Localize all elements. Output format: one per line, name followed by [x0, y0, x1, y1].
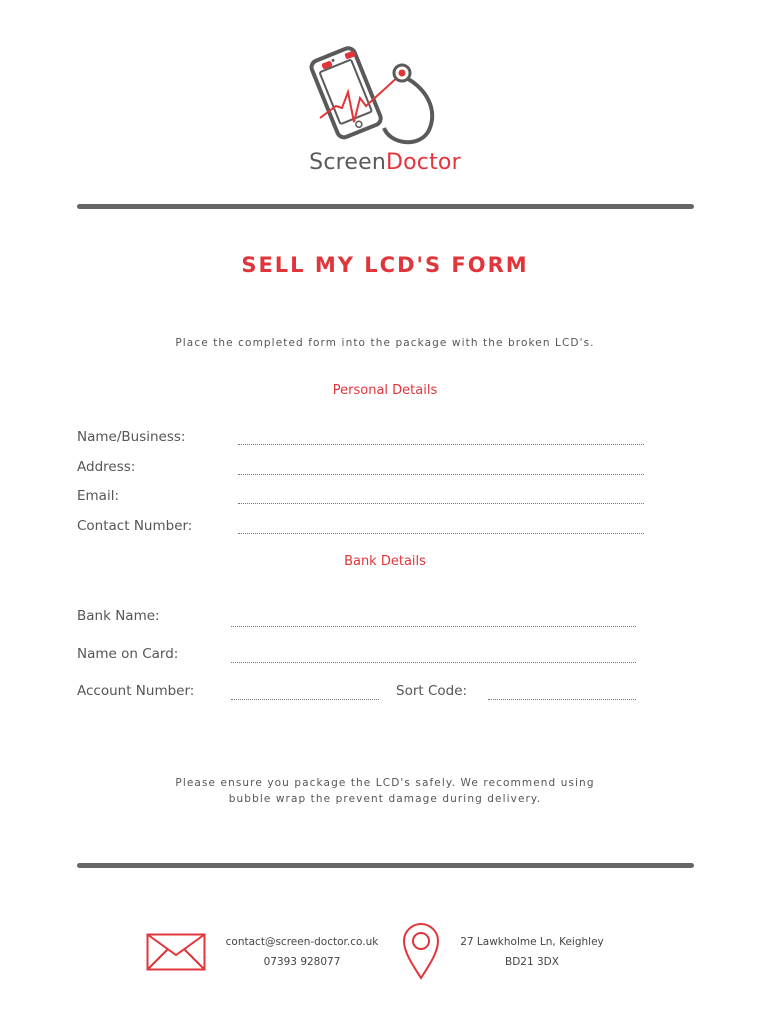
name-on-card-label: Name on Card: — [77, 646, 179, 662]
name-business-field[interactable] — [238, 444, 644, 445]
bank-name-label: Bank Name: — [77, 608, 160, 624]
location-pin-icon — [402, 922, 440, 980]
bottom-divider — [77, 863, 694, 868]
contact-email[interactable]: contact@screen-doctor.co.uk — [225, 936, 379, 948]
packaging-note — [0, 775, 770, 807]
email-field[interactable] — [238, 503, 644, 504]
sort-code-label: Sort Code: — [396, 683, 468, 699]
personal-details-heading: Personal Details — [332, 383, 438, 398]
packaging-note-line-2: bubble wrap the prevent damage during delivery. — [228, 793, 542, 805]
address-field[interactable] — [238, 474, 644, 475]
name-business-label: Name/Business: — [77, 429, 186, 445]
address-label: Address: — [77, 459, 136, 475]
brand-part-screen: Screen — [309, 150, 386, 175]
form-title: SELL MY LCD'S FORM — [241, 253, 529, 277]
address-line-2: BD21 3DX — [505, 956, 559, 968]
contact-block — [212, 932, 392, 972]
contact-phone[interactable]: 07393 928077 — [263, 956, 341, 968]
phone-stethoscope-logo-icon — [300, 40, 470, 150]
account-number-field[interactable] — [231, 699, 379, 700]
contact-number-field[interactable] — [238, 533, 644, 534]
envelope-icon — [146, 933, 206, 971]
bank-name-field[interactable] — [231, 626, 636, 627]
name-on-card-field[interactable] — [231, 662, 636, 663]
account-number-label: Account Number: — [77, 683, 195, 699]
bank-details-heading: Bank Details — [344, 554, 426, 569]
brand-name — [0, 150, 770, 175]
contact-number-label: Contact Number: — [77, 518, 193, 534]
packaging-note-line-1: Please ensure you package the LCD's safely. We recommend using — [175, 777, 595, 789]
brand-part-doctor: Doctor — [386, 150, 461, 175]
address-line-1: 27 Lawkholme Ln, Keighley — [460, 936, 604, 948]
form-instruction: Place the completed form into the package with the broken LCD's. — [175, 337, 595, 349]
sort-code-field[interactable] — [488, 699, 636, 700]
address-block — [446, 932, 618, 972]
top-divider — [77, 204, 694, 209]
email-label: Email: — [77, 488, 120, 504]
